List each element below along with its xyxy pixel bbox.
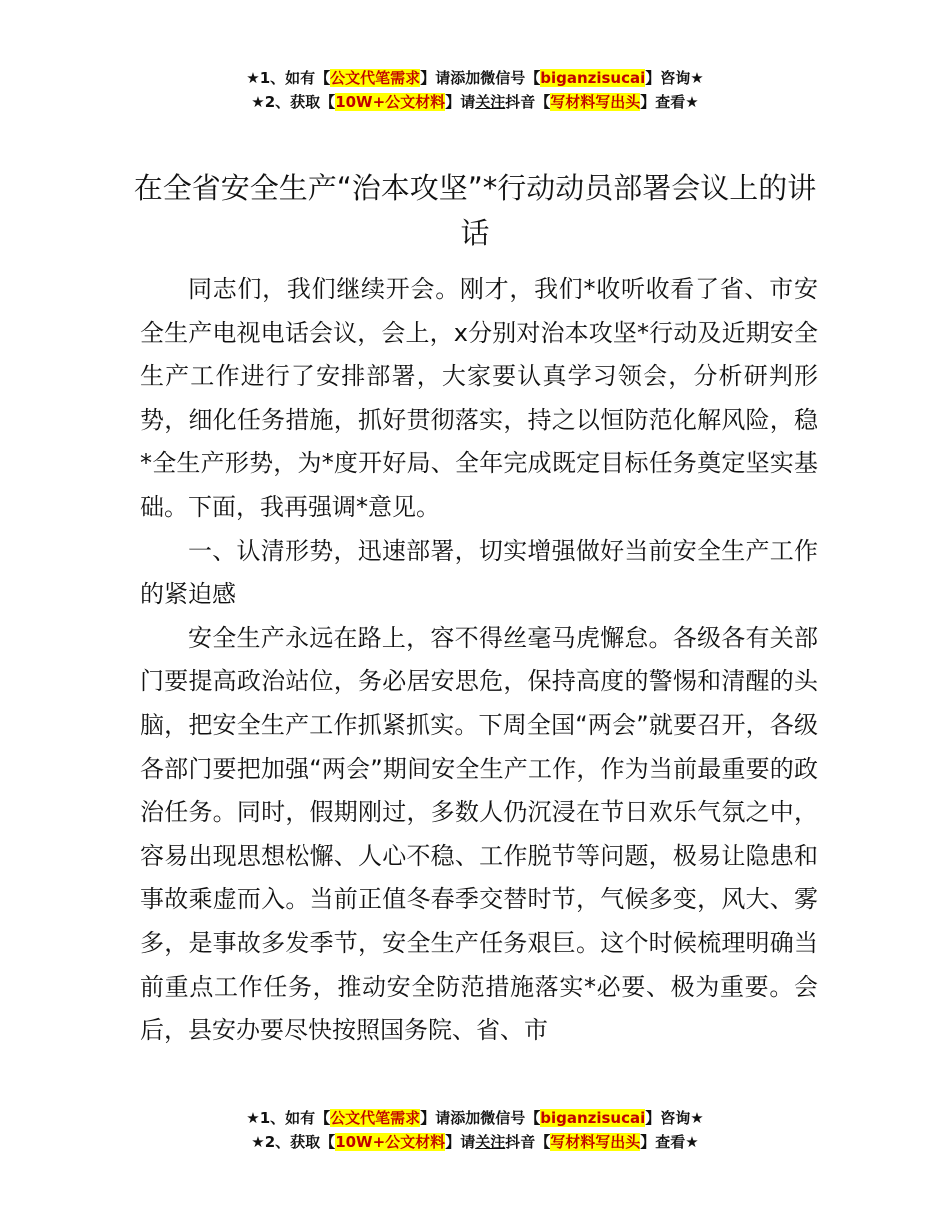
banner-highlight: 写材料写出头 <box>550 93 641 111</box>
banner-text: 抖音【 <box>505 1133 551 1151</box>
banner-text: 】请添加微信号【 <box>420 69 541 87</box>
banner-line-2 <box>0 90 950 114</box>
banner-highlight: 公文代笔需求 <box>330 69 421 87</box>
header-banner <box>0 66 950 114</box>
banner-text: 】咨询★ <box>645 69 704 87</box>
banner-text: 】请添加微信号【 <box>420 1109 541 1127</box>
banner-text: 】咨询★ <box>645 1109 704 1127</box>
banner-highlight: biganzisucai <box>540 1109 646 1127</box>
banner-text: 】请 <box>445 93 476 111</box>
banner-text: 】查看★ <box>640 93 699 111</box>
banner-line-1 <box>0 66 950 90</box>
banner-text: ★1、如有【 <box>246 1109 331 1127</box>
document-title: 在全省安全生产“治本攻坚”*行动动员部署会议上的讲话 <box>133 171 817 250</box>
banner-line-1 <box>0 1106 950 1130</box>
banner-highlight: biganzisucai <box>540 69 646 87</box>
footer-banner <box>0 1106 950 1154</box>
banner-underlined: 关注 <box>475 1133 506 1151</box>
banner-text: ★1、如有【 <box>246 69 331 87</box>
banner-highlight: 10W+公文材料 <box>335 93 446 111</box>
banner-text: 】查看★ <box>640 1133 699 1151</box>
banner-line-2 <box>0 1130 950 1154</box>
paragraph: 安全生产永远在路上，容不得丝毫马虎懈怠。各级各有关部门要提高政治站位，务必居安思危，保持高度的警惕和清醒的头脑，把安全生产工作抓紧抓实。下周全国“两会”就要召开，各级各部门要把加强“两会”期间安全生产工作，作为当前最重要的政治任务。同时，假期刚过，多数人仍沉浸在节日欢乐气氛之中，容易出现思想松懈、人心不稳、工作脱节等问题，极易让隐患和事故乘虚而入。当前正值冬春季交替时节，气候多变，风大、雾多，是事故多发季节，安全生产任务艰巨。这个时候梳理明确当前重点工作任务，推动安全防范措施落实*必要、极为重要。会后，县安办要尽快按照国务院、省、市 <box>140 623 818 1045</box>
paragraph: 同志们，我们继续开会。刚才，我们*收听收看了省、市安全生产电视电话会议，会上，x分别对治本攻坚*行动及近期安全生产工作进行了安排部署，大家要认真学习领会，分析研判形势，细化任务措施，抓好贯彻落实，持之以恒防范化解风险，稳*全生产形势，为*度开好局、全年完成既定目标任务奠定坚实基础。下面，我再强调*意见。 <box>140 275 818 521</box>
document-body <box>140 268 818 1053</box>
banner-underlined: 关注 <box>475 93 506 111</box>
banner-highlight: 写材料写出头 <box>550 1133 641 1151</box>
banner-highlight: 公文代笔需求 <box>330 1109 421 1127</box>
section-heading: 一、认清形势，迅速部署，切实增强做好当前安全生产工作的紧迫感 <box>140 536 818 609</box>
banner-highlight: 10W+公文材料 <box>335 1133 446 1151</box>
banner-text: ★2、获取【 <box>251 1133 336 1151</box>
banner-text: ★2、获取【 <box>251 93 336 111</box>
banner-text: 】请 <box>445 1133 476 1151</box>
banner-text: 抖音【 <box>505 93 551 111</box>
